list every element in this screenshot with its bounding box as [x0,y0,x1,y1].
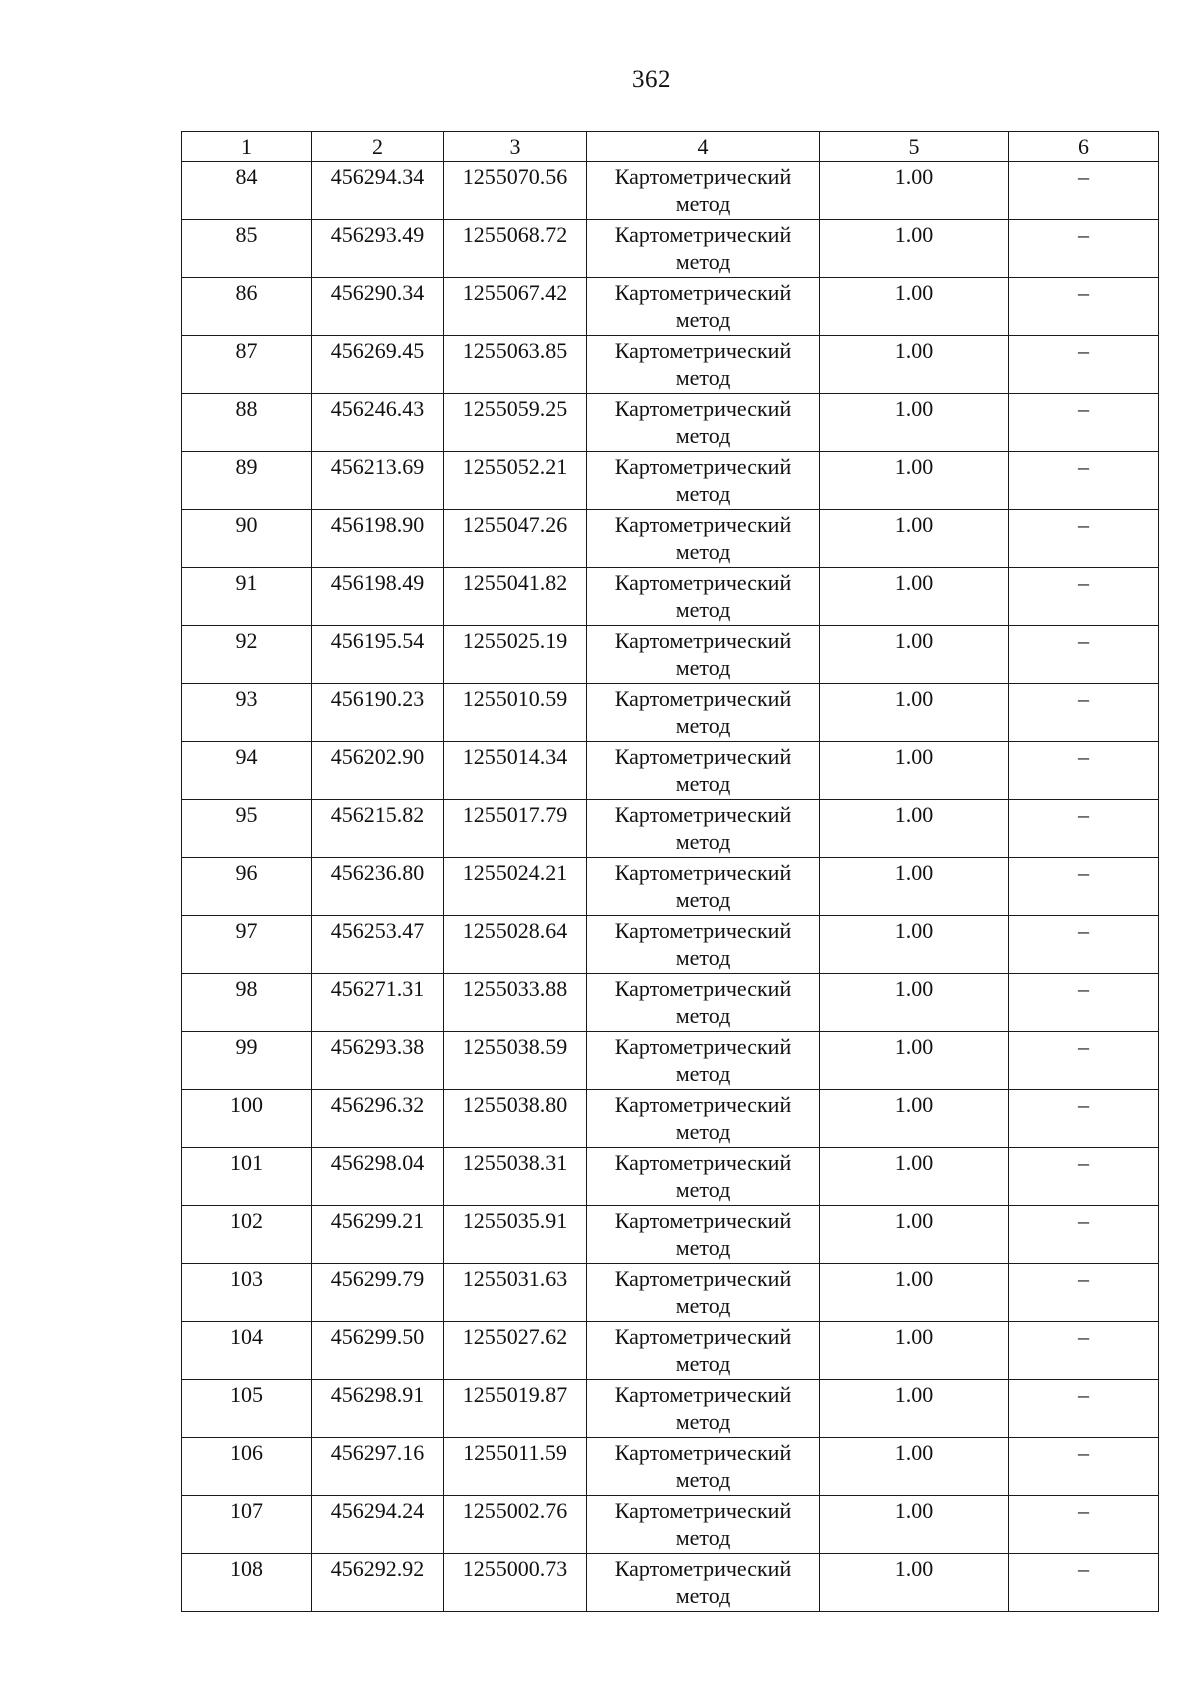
accuracy-cell: 1.00 [820,1264,1009,1322]
point-number-cell: 85 [182,220,312,278]
x-coordinate-cell: 456198.90 [312,510,444,568]
x-coordinate-cell: 456271.31 [312,974,444,1032]
method-cell: Картометрический метод [587,394,820,452]
method-cell: Картометрический метод [587,626,820,684]
table-row [182,452,1159,510]
y-coordinate-cell: 1255019.87 [444,1380,587,1438]
y-coordinate-cell: 1255002.76 [444,1496,587,1554]
accuracy-cell: 1.00 [820,626,1009,684]
y-coordinate-cell: 1255025.19 [444,626,587,684]
method-cell: Картометрический метод [587,220,820,278]
note-cell: – [1009,1496,1159,1554]
point-number-cell: 98 [182,974,312,1032]
point-number-cell: 90 [182,510,312,568]
note-cell: – [1009,974,1159,1032]
point-number-cell: 102 [182,1206,312,1264]
point-number-cell: 96 [182,858,312,916]
method-cell: Картометрический метод [587,1090,820,1148]
point-number-cell: 101 [182,1148,312,1206]
point-number-cell: 108 [182,1554,312,1612]
table-row [182,1322,1159,1380]
table-row [182,684,1159,742]
note-cell: – [1009,1380,1159,1438]
accuracy-cell: 1.00 [820,1380,1009,1438]
y-coordinate-cell: 1255011.59 [444,1438,587,1496]
x-coordinate-cell: 456292.92 [312,1554,444,1612]
point-number-cell: 86 [182,278,312,336]
point-number-cell: 95 [182,800,312,858]
y-coordinate-cell: 1255031.63 [444,1264,587,1322]
accuracy-cell: 1.00 [820,1322,1009,1380]
table-row [182,858,1159,916]
point-number-cell: 91 [182,568,312,626]
header-col-3: 3 [444,132,587,162]
x-coordinate-cell: 456195.54 [312,626,444,684]
point-number-cell: 84 [182,162,312,220]
x-coordinate-cell: 456294.24 [312,1496,444,1554]
note-cell: – [1009,1032,1159,1090]
accuracy-cell: 1.00 [820,800,1009,858]
table-row [182,800,1159,858]
y-coordinate-cell: 1255000.73 [444,1554,587,1612]
note-cell: – [1009,510,1159,568]
table-row [182,1554,1159,1612]
header-col-5: 5 [820,132,1009,162]
accuracy-cell: 1.00 [820,974,1009,1032]
x-coordinate-cell: 456298.91 [312,1380,444,1438]
point-number-cell: 89 [182,452,312,510]
table-row [182,394,1159,452]
note-cell: – [1009,452,1159,510]
accuracy-cell: 1.00 [820,336,1009,394]
accuracy-cell: 1.00 [820,1206,1009,1264]
x-coordinate-cell: 456290.34 [312,278,444,336]
method-cell: Картометрический метод [587,742,820,800]
table-row [182,1206,1159,1264]
table-body [182,162,1159,1612]
note-cell: – [1009,162,1159,220]
x-coordinate-cell: 456246.43 [312,394,444,452]
method-cell: Картометрический метод [587,684,820,742]
note-cell: – [1009,1206,1159,1264]
note-cell: – [1009,800,1159,858]
x-coordinate-cell: 456253.47 [312,916,444,974]
method-cell: Картометрический метод [587,278,820,336]
y-coordinate-cell: 1255067.42 [444,278,587,336]
method-cell: Картометрический метод [587,1554,820,1612]
y-coordinate-cell: 1255027.62 [444,1322,587,1380]
note-cell: – [1009,1090,1159,1148]
note-cell: – [1009,394,1159,452]
y-coordinate-cell: 1255014.34 [444,742,587,800]
method-cell: Картометрический метод [587,336,820,394]
note-cell: – [1009,1438,1159,1496]
point-number-cell: 93 [182,684,312,742]
accuracy-cell: 1.00 [820,394,1009,452]
point-number-cell: 97 [182,916,312,974]
method-cell: Картометрический метод [587,1438,820,1496]
x-coordinate-cell: 456299.21 [312,1206,444,1264]
header-col-6: 6 [1009,132,1159,162]
x-coordinate-cell: 456299.50 [312,1322,444,1380]
x-coordinate-cell: 456296.32 [312,1090,444,1148]
note-cell: – [1009,1322,1159,1380]
accuracy-cell: 1.00 [820,858,1009,916]
x-coordinate-cell: 456269.45 [312,336,444,394]
table-row [182,1148,1159,1206]
table-header [182,132,1159,162]
accuracy-cell: 1.00 [820,452,1009,510]
point-number-cell: 94 [182,742,312,800]
x-coordinate-cell: 456299.79 [312,1264,444,1322]
note-cell: – [1009,278,1159,336]
y-coordinate-cell: 1255010.59 [444,684,587,742]
method-cell: Картометрический метод [587,916,820,974]
point-number-cell: 105 [182,1380,312,1438]
x-coordinate-cell: 456297.16 [312,1438,444,1496]
note-cell: – [1009,1148,1159,1206]
accuracy-cell: 1.00 [820,510,1009,568]
method-cell: Картометрический метод [587,1264,820,1322]
y-coordinate-cell: 1255038.80 [444,1090,587,1148]
note-cell: – [1009,1554,1159,1612]
table-row [182,568,1159,626]
accuracy-cell: 1.00 [820,684,1009,742]
table-row [182,626,1159,684]
accuracy-cell: 1.00 [820,278,1009,336]
method-cell: Картометрический метод [587,1380,820,1438]
y-coordinate-cell: 1255070.56 [444,162,587,220]
y-coordinate-cell: 1255041.82 [444,568,587,626]
table-row [182,1380,1159,1438]
point-number-cell: 106 [182,1438,312,1496]
table-row [182,1264,1159,1322]
x-coordinate-cell: 456198.49 [312,568,444,626]
note-cell: – [1009,684,1159,742]
y-coordinate-cell: 1255068.72 [444,220,587,278]
x-coordinate-cell: 456213.69 [312,452,444,510]
y-coordinate-cell: 1255052.21 [444,452,587,510]
accuracy-cell: 1.00 [820,162,1009,220]
method-cell: Картометрический метод [587,1496,820,1554]
x-coordinate-cell: 456293.49 [312,220,444,278]
point-number-cell: 107 [182,1496,312,1554]
table-row [182,220,1159,278]
table-row [182,916,1159,974]
method-cell: Картометрический метод [587,1206,820,1264]
note-cell: – [1009,220,1159,278]
accuracy-cell: 1.00 [820,1148,1009,1206]
x-coordinate-cell: 456298.04 [312,1148,444,1206]
note-cell: – [1009,858,1159,916]
method-cell: Картометрический метод [587,800,820,858]
point-number-cell: 104 [182,1322,312,1380]
x-coordinate-cell: 456236.80 [312,858,444,916]
y-coordinate-cell: 1255028.64 [444,916,587,974]
method-cell: Картометрический метод [587,1032,820,1090]
y-coordinate-cell: 1255047.26 [444,510,587,568]
point-number-cell: 100 [182,1090,312,1148]
method-cell: Картометрический метод [587,858,820,916]
y-coordinate-cell: 1255038.59 [444,1032,587,1090]
method-cell: Картометрический метод [587,510,820,568]
method-cell: Картометрический метод [587,1322,820,1380]
note-cell: – [1009,742,1159,800]
table-row [182,1496,1159,1554]
y-coordinate-cell: 1255063.85 [444,336,587,394]
method-cell: Картометрический метод [587,974,820,1032]
accuracy-cell: 1.00 [820,1496,1009,1554]
point-number-cell: 99 [182,1032,312,1090]
table-row [182,278,1159,336]
header-col-4: 4 [587,132,820,162]
x-coordinate-cell: 456294.34 [312,162,444,220]
method-cell: Картометрический метод [587,1148,820,1206]
x-coordinate-cell: 456215.82 [312,800,444,858]
y-coordinate-cell: 1255033.88 [444,974,587,1032]
table-row [182,742,1159,800]
accuracy-cell: 1.00 [820,742,1009,800]
x-coordinate-cell: 456190.23 [312,684,444,742]
x-coordinate-cell: 456202.90 [312,742,444,800]
y-coordinate-cell: 1255059.25 [444,394,587,452]
accuracy-cell: 1.00 [820,916,1009,974]
coordinates-table [181,131,1159,1612]
method-cell: Картометрический метод [587,452,820,510]
table-row [182,510,1159,568]
accuracy-cell: 1.00 [820,220,1009,278]
note-cell: – [1009,1264,1159,1322]
note-cell: – [1009,626,1159,684]
table-row [182,162,1159,220]
accuracy-cell: 1.00 [820,1554,1009,1612]
table-row [182,1090,1159,1148]
note-cell: – [1009,336,1159,394]
point-number-cell: 103 [182,1264,312,1322]
table-row [182,1032,1159,1090]
header-row [182,132,1159,162]
page-number: 362 [632,66,671,93]
y-coordinate-cell: 1255024.21 [444,858,587,916]
accuracy-cell: 1.00 [820,1090,1009,1148]
table-row [182,974,1159,1032]
note-cell: – [1009,568,1159,626]
accuracy-cell: 1.00 [820,568,1009,626]
accuracy-cell: 1.00 [820,1032,1009,1090]
note-cell: – [1009,916,1159,974]
x-coordinate-cell: 456293.38 [312,1032,444,1090]
method-cell: Картометрический метод [587,162,820,220]
y-coordinate-cell: 1255035.91 [444,1206,587,1264]
point-number-cell: 87 [182,336,312,394]
header-col-1: 1 [182,132,312,162]
table-row [182,1438,1159,1496]
table-row [182,336,1159,394]
y-coordinate-cell: 1255038.31 [444,1148,587,1206]
point-number-cell: 88 [182,394,312,452]
y-coordinate-cell: 1255017.79 [444,800,587,858]
point-number-cell: 92 [182,626,312,684]
accuracy-cell: 1.00 [820,1438,1009,1496]
header-col-2: 2 [312,132,444,162]
method-cell: Картометрический метод [587,568,820,626]
